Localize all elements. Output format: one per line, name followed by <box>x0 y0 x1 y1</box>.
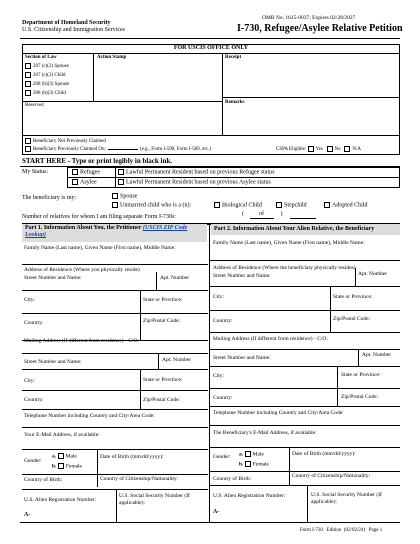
p1-country-birth-label: Country of Birth: <box>24 477 63 483</box>
p1-apt2-divider <box>158 353 159 369</box>
p2-country-birth-label: Country of Birth: <box>213 476 252 482</box>
claim-example: (e.g., Form I-590, Form I-589, etc.) <box>139 147 211 153</box>
claimed-on-field[interactable] <box>108 149 138 150</box>
p2-apt-divider <box>355 268 356 286</box>
p2-apt2-divider <box>358 349 359 366</box>
p2-city2-label: City: <box>213 373 225 379</box>
uscis-divider-3 <box>22 101 222 102</box>
p2-gender-divider <box>289 447 290 485</box>
checkbox[interactable] <box>245 461 251 467</box>
p2-state-divider <box>330 286 331 332</box>
option-label: Spouse <box>120 193 138 200</box>
stepchild-option[interactable] <box>276 202 307 209</box>
part1-title: Part 1. Information About You, the Petitioner <box>25 225 142 231</box>
cspa-no-checkbox[interactable] <box>327 146 333 152</box>
biological-child-option[interactable] <box>214 202 262 209</box>
p2-citizenship-label: Country of Citizenship/Nationality: <box>292 473 371 479</box>
refugee-option[interactable] <box>72 169 100 176</box>
option-label: Male <box>252 451 264 458</box>
relative-total-field[interactable] <box>290 218 316 219</box>
cspa-label: CSPA Eligible: <box>276 147 307 153</box>
agency-name: U.S. Citizenship and Immigration Services <box>22 27 125 33</box>
claim-label: Beneficiary Not Previously Claimed <box>33 139 106 145</box>
reserved-label: Reserved <box>25 103 44 108</box>
cspa-eligible <box>276 146 361 153</box>
omb-number: OMB No. 1615-0037; Expires 02/28/2027 <box>262 15 356 21</box>
p2-rule-j <box>210 447 400 448</box>
p2-male-option[interactable] <box>239 451 264 458</box>
start-here <box>22 157 172 165</box>
p1-rule-f <box>22 369 208 370</box>
option-label: Refugee <box>80 169 100 176</box>
checkbox[interactable] <box>324 202 330 208</box>
relative-of-field[interactable]: ( of ) <box>242 211 283 217</box>
p1-gender-divider <box>97 449 98 487</box>
p1-country-label: Country: <box>24 320 44 326</box>
cspa-yes-checkbox[interactable] <box>308 146 314 152</box>
checkbox[interactable] <box>25 81 31 87</box>
checkbox[interactable] <box>245 451 251 457</box>
p2-rule-a <box>210 260 400 261</box>
option-label: Stepchild <box>284 202 307 209</box>
p1-rule-i <box>22 427 208 428</box>
checkbox[interactable] <box>118 179 124 185</box>
action-stamp-label: Action Stamp <box>97 55 127 60</box>
option-letter: a. <box>52 453 57 460</box>
adopted-child-option[interactable] <box>324 202 368 209</box>
previously-claimed-on[interactable] <box>25 146 211 153</box>
header-rule <box>20 38 400 39</box>
p2-mailing-label: Mailing Address (If different from residence) - C/O: <box>213 336 328 342</box>
p1-alien-no-label: U.S. Alien Registration Number: <box>24 497 97 503</box>
uscis-divider-4 <box>222 97 400 98</box>
p2-state2-label: State or Province: <box>341 372 381 378</box>
law-207-spouse[interactable] <box>25 63 69 70</box>
checkbox[interactable] <box>58 463 64 469</box>
law-label: 207 (c)(2) Child <box>33 73 66 79</box>
p1-apt-divider <box>156 272 157 290</box>
p1-street2-label: Street Number and Name: <box>24 359 82 365</box>
relatives-count-label: Number of relatives for whom I am filing separate Form I-730s: <box>22 214 176 220</box>
option-label: Adopted Child <box>332 202 368 209</box>
p1-rule-e <box>22 353 208 354</box>
column-divider <box>209 223 210 522</box>
remarks-label: Remarks <box>225 100 245 105</box>
p2-telephone-label: Telephone Number including Country and City/Area Code: <box>213 410 344 416</box>
option-label: Asylee <box>80 179 97 186</box>
p2-rule-c <box>210 310 400 311</box>
checkbox[interactable] <box>72 179 78 185</box>
checkbox[interactable] <box>25 138 31 144</box>
option-label: Female <box>65 463 83 470</box>
law-208-spouse[interactable] <box>25 81 69 88</box>
checkbox[interactable] <box>25 90 31 96</box>
part1-title-wrap <box>25 225 205 239</box>
p1-mailing-label: Mailing Address (If different from residence) - C/O: <box>24 338 139 344</box>
law-207-child[interactable] <box>25 72 66 79</box>
uscis-divider-1 <box>93 53 94 101</box>
zip-code-lookup-link[interactable]: (USCIS ZIP Code Lookup) <box>25 225 188 238</box>
p1-email-label: Your E-Mail Address, if available: <box>24 432 100 438</box>
no-label: No <box>334 147 341 153</box>
p2-zip2-label: Zip/Postal Code: <box>341 394 379 400</box>
uscis-divider-5 <box>22 135 400 136</box>
checkbox[interactable] <box>112 193 118 199</box>
option-letter: b. <box>52 463 57 470</box>
p1-rule-b <box>22 290 208 291</box>
p1-rule-g <box>22 390 208 391</box>
part2-title: Part 2. Information About Your Alien Relative, the Beneficiary <box>214 226 375 232</box>
p1-a-prefix[interactable]: A- <box>24 512 31 518</box>
yes-label: Yes <box>315 147 323 153</box>
p2-apt-label: Apt. Number <box>358 271 388 277</box>
p2-rule-i <box>210 425 400 426</box>
p2-rule-h <box>210 406 400 407</box>
p2-email-label: The Beneficiary's E-Mail Address, if available: <box>213 430 317 436</box>
p2-a-prefix[interactable]: A- <box>213 509 220 515</box>
p1-rule-a <box>22 264 208 265</box>
p2-rule-e <box>210 349 400 350</box>
p1-rule-k <box>22 474 208 475</box>
p1-city-label: City: <box>24 297 36 303</box>
p1-ssn-divider <box>116 489 117 522</box>
p1-rule-h <box>22 409 208 410</box>
p2-alien-no-label: U.S. Alien Registration Number: <box>213 493 286 499</box>
p2-rule-l <box>210 485 400 486</box>
department-name: Department of Homeland Security <box>22 20 111 26</box>
p2-rule-b <box>210 286 400 287</box>
option-letter: b. <box>239 461 244 468</box>
p1-rule-c <box>22 313 208 314</box>
relative-number-field[interactable] <box>250 218 274 219</box>
p2-zip-label: Zip/Postal Code: <box>333 316 371 322</box>
p1-rule-j <box>22 449 208 450</box>
p1-city2-label: City: <box>24 378 36 384</box>
receipt-label: Receipt <box>225 55 242 60</box>
checkbox[interactable] <box>214 202 220 208</box>
p2-rule-d <box>210 332 400 333</box>
p1-address-heading: Address of Residence (Where you physically reside) <box>24 267 140 273</box>
option-label: Lawful Permanent Resident based on previous Refugee status <box>126 169 275 176</box>
p1-street-label: Street Number and Name: <box>24 275 82 281</box>
spouse-option[interactable] <box>112 193 137 200</box>
p2-rule-k <box>210 471 400 472</box>
asylee-option[interactable] <box>72 179 97 186</box>
p1-gender-label: Gender: <box>24 458 42 464</box>
start-instruction: - Type or print legibly in black ink. <box>67 157 173 165</box>
start-label: START HERE <box>22 157 67 165</box>
p2-street2-label: Street Number and Name: <box>213 355 271 361</box>
uscis-box-title: FOR USCIS OFFICE ONLY <box>173 45 249 51</box>
p1-citizenship-label: Country of Citizenship/Nationality: <box>100 476 179 482</box>
footer-rule <box>20 522 400 523</box>
form-title: I-730, Refugee/Asylee Relative Petition <box>237 23 403 34</box>
p1-ssn-label: U.S. Social Security Number (If applicable): <box>119 493 190 506</box>
option-letter: a. <box>239 451 244 458</box>
lpr-asylee-option[interactable] <box>118 179 271 186</box>
uscis-title-rule <box>22 53 400 54</box>
p1-apt-label: Apt. Number <box>160 275 190 281</box>
p1-state2-label: State or Province: <box>143 377 183 383</box>
checkbox[interactable] <box>25 63 31 69</box>
beneficiary-label: The beneficiary is my: <box>22 195 77 201</box>
p2-address-heading: Address of Residence (Where the beneficiary physically resides) <box>213 265 356 271</box>
p2-country2-label: Country: <box>213 395 233 401</box>
unmarried-child-option[interactable] <box>112 202 191 209</box>
p2-ssn-label: U.S. Social Security Number (If applicable): <box>311 492 382 505</box>
p1-male-option[interactable] <box>52 453 77 460</box>
p2-gender-label: Gender: <box>213 454 231 460</box>
p2-city-label: City: <box>213 294 225 300</box>
checkbox[interactable] <box>25 72 31 78</box>
p1-dob-label: Date of Birth (mm/dd/yyyy): <box>100 454 164 460</box>
option-label: Biological Child <box>222 202 262 209</box>
checkbox[interactable] <box>58 453 64 459</box>
checkbox[interactable] <box>118 169 124 175</box>
p1-female-option[interactable] <box>52 463 82 470</box>
p1-state-divider <box>140 290 141 340</box>
p2-street-label: Street Number and Name: <box>213 273 271 279</box>
p1-country2-label: Country: <box>24 397 44 403</box>
p2-dob-label: Date of Birth (mm/dd/yyyy): <box>292 451 356 457</box>
p2-ssn-divider <box>307 485 308 522</box>
checkbox[interactable] <box>276 202 282 208</box>
option-label: Male <box>65 453 77 460</box>
p1-zip2-label: Zip/Postal Code: <box>143 397 181 403</box>
p2-state-label: State or Province: <box>333 294 373 300</box>
p2-apt2-label: Apt. Number <box>362 352 392 358</box>
option-label: Lawful Permanent Resident based on previous Asylee status <box>126 179 271 186</box>
law-208-child[interactable] <box>25 90 66 97</box>
checkbox[interactable] <box>112 202 118 208</box>
p2-family-name-label: Family Name (Last name), Given Name (First name), Middle Name: <box>213 240 365 246</box>
p1-rule-l <box>22 489 208 490</box>
status-row-rule <box>67 177 400 178</box>
p1-telephone-label: Telephone Number including Country and City/Area Code: <box>24 413 155 419</box>
section-of-law-label: Section of Law <box>25 55 57 60</box>
checkbox[interactable] <box>25 146 31 152</box>
lpr-refugee-option[interactable] <box>118 169 274 176</box>
checkbox[interactable] <box>72 169 78 175</box>
claim-label: Beneficiary Previously Claimed On: <box>33 147 106 153</box>
status-label: My Status: <box>22 169 49 175</box>
p1-apt2-label: Apt. Number <box>162 357 192 363</box>
law-label: 207 (c)(2) Spouse <box>33 64 69 70</box>
p2-female-option[interactable] <box>239 461 269 468</box>
uscis-divider-2 <box>222 53 223 135</box>
p1-family-name-label: Family Name (Last name), Given Name (First name), Middle Name: <box>24 245 176 251</box>
not-previously-claimed[interactable] <box>25 138 106 145</box>
footer-form-info: Form I-730 Edition (02/02/24) Page 1 <box>300 528 383 533</box>
option-label: Female <box>252 461 270 468</box>
p1-zip-label: Zip/Postal Code: <box>143 318 181 324</box>
p2-rule-f <box>210 366 400 367</box>
p2-state2-divider <box>337 366 338 406</box>
law-label: 208 (b)(3) Spouse <box>33 82 70 88</box>
law-label: 208 (b)(3) Child <box>33 91 66 97</box>
p2-rule-g <box>210 388 400 389</box>
p2-country-label: Country: <box>213 318 233 324</box>
cspa-na-checkbox[interactable] <box>344 146 350 152</box>
p1-state2-divider <box>140 369 141 409</box>
na-label: N/A <box>352 147 362 153</box>
option-label: Unmarried child who is a (n): <box>120 202 192 209</box>
p1-state-label: State or Province: <box>143 297 183 303</box>
